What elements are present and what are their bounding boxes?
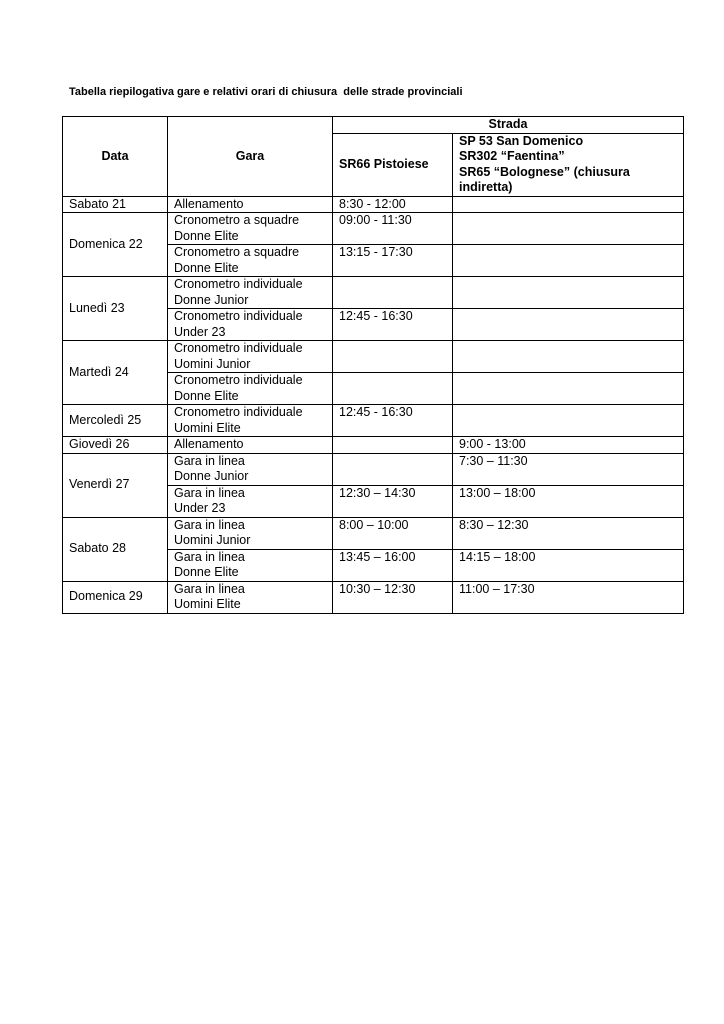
gara-line: Donne Elite — [174, 565, 239, 579]
gara-cell — [168, 485, 333, 517]
sp53-time-cell: 14:15 – 18:00 — [453, 549, 684, 581]
header-strada: Strada — [333, 117, 684, 134]
header-sr66-pistoiese: SR66 Pistoiese — [333, 133, 453, 196]
gara-cell — [168, 341, 333, 373]
sp53-time-cell: 13:00 – 18:00 — [453, 485, 684, 517]
sp53-time-cell: 7:30 – 11:30 — [453, 453, 684, 485]
gara-line: Donne Junior — [174, 469, 249, 483]
gara-cell — [168, 309, 333, 341]
sp53-time-cell — [453, 341, 684, 373]
sp53-time-cell — [453, 373, 684, 405]
sr66-time-cell: 12:45 - 16:30 — [333, 309, 453, 341]
gara-line: Gara in linea — [174, 485, 245, 500]
date-cell: Domenica 22 — [63, 213, 168, 277]
sr66-time-cell — [333, 437, 453, 454]
table-row — [63, 213, 684, 245]
header-sp53-line: SP 53 San Domenico — [459, 133, 584, 148]
gara-cell — [168, 213, 333, 245]
gara-cell — [168, 196, 333, 213]
gara-cell — [168, 245, 333, 277]
gara-cell — [168, 517, 333, 549]
sr66-time-cell: 09:00 - 11:30 — [333, 213, 453, 245]
sr66-time-cell: 13:15 - 17:30 — [333, 245, 453, 277]
gara-line: Uomini Junior — [174, 356, 251, 371]
table-row — [63, 405, 684, 437]
table-row — [63, 581, 684, 613]
date-cell: Venerdì 27 — [63, 453, 168, 517]
header-sp53-san-domenico — [453, 133, 684, 196]
sp53-time-cell: 9:00 - 13:00 — [453, 437, 684, 454]
sr66-time-cell: 10:30 – 12:30 — [333, 581, 453, 613]
header-sp53-line: indiretta) — [459, 180, 513, 194]
gara-line: Cronometro a squadre — [174, 245, 300, 259]
date-cell: Martedì 24 — [63, 341, 168, 405]
header-sp53-line: SR65 “Bolognese” (chiusura — [459, 164, 630, 179]
gara-line: Gara in linea — [174, 453, 245, 468]
table-header — [63, 117, 684, 197]
sp53-time-cell — [453, 196, 684, 213]
date-cell: Giovedì 26 — [63, 437, 168, 454]
gara-line: Cronometro individuale — [174, 277, 303, 291]
gara-line: Donne Junior — [174, 292, 249, 307]
gara-cell — [168, 277, 333, 309]
date-cell: Domenica 29 — [63, 581, 168, 613]
sp53-time-cell — [453, 277, 684, 309]
sp53-time-cell — [453, 405, 684, 437]
sp53-time-cell — [453, 245, 684, 277]
table-row — [63, 196, 684, 213]
date-cell: Sabato 21 — [63, 196, 168, 213]
gara-cell — [168, 373, 333, 405]
gara-line: Allenamento — [174, 196, 244, 211]
sr66-time-cell — [333, 373, 453, 405]
sp53-time-cell — [453, 213, 684, 245]
table-body — [63, 196, 684, 613]
document-title: Tabella riepilogativa gare e relativi orari di chiusura delle strade provinciali — [69, 86, 463, 98]
sp53-time-cell: 11:00 – 17:30 — [453, 581, 684, 613]
sr66-time-cell — [333, 341, 453, 373]
gara-line: Cronometro a squadre — [174, 213, 300, 227]
gara-line: Allenamento — [174, 437, 244, 451]
table-row — [63, 453, 684, 485]
sr66-time-cell: 8:00 – 10:00 — [333, 517, 453, 549]
sp53-time-cell: 8:30 – 12:30 — [453, 517, 684, 549]
gara-line: Gara in linea — [174, 517, 245, 532]
header-sp53-line: SR302 “Faentina” — [459, 149, 565, 163]
gara-line: Uomini Elite — [174, 597, 241, 611]
sp53-time-cell — [453, 309, 684, 341]
gara-line: Donne Elite — [174, 388, 239, 403]
gara-line: Cronometro individuale — [174, 373, 303, 387]
sr66-time-cell — [333, 277, 453, 309]
header-gara: Gara — [168, 117, 333, 197]
gara-line: Gara in linea — [174, 549, 245, 564]
header-data: Data — [63, 117, 168, 197]
gara-cell — [168, 453, 333, 485]
table-row — [63, 277, 684, 309]
gara-line: Cronometro individuale — [174, 341, 303, 355]
gara-line: Under 23 — [174, 501, 226, 515]
gara-line: Cronometro individuale — [174, 309, 303, 323]
gara-line: Uomini Junior — [174, 533, 251, 547]
gara-line: Donne Elite — [174, 228, 239, 243]
header-row-top — [63, 117, 684, 134]
gara-line: Gara in linea — [174, 581, 245, 596]
sr66-time-cell — [333, 453, 453, 485]
gara-line: Cronometro individuale — [174, 405, 303, 419]
gara-cell — [168, 581, 333, 613]
gara-line: Uomini Elite — [174, 420, 241, 435]
gara-line: Donne Elite — [174, 260, 239, 275]
table-row — [63, 341, 684, 373]
gara-cell — [168, 549, 333, 581]
date-cell: Sabato 28 — [63, 517, 168, 581]
sr66-time-cell: 13:45 – 16:00 — [333, 549, 453, 581]
date-cell: Lunedì 23 — [63, 277, 168, 341]
sr66-time-cell: 12:45 - 16:30 — [333, 405, 453, 437]
table-row — [63, 517, 684, 549]
gara-cell — [168, 437, 333, 454]
gara-cell — [168, 405, 333, 437]
gara-line: Under 23 — [174, 324, 226, 339]
sr66-time-cell: 8:30 - 12:00 — [333, 196, 453, 213]
race-closures-table — [62, 116, 684, 614]
sr66-time-cell: 12:30 – 14:30 — [333, 485, 453, 517]
date-cell: Mercoledì 25 — [63, 405, 168, 437]
table-row — [63, 437, 684, 454]
